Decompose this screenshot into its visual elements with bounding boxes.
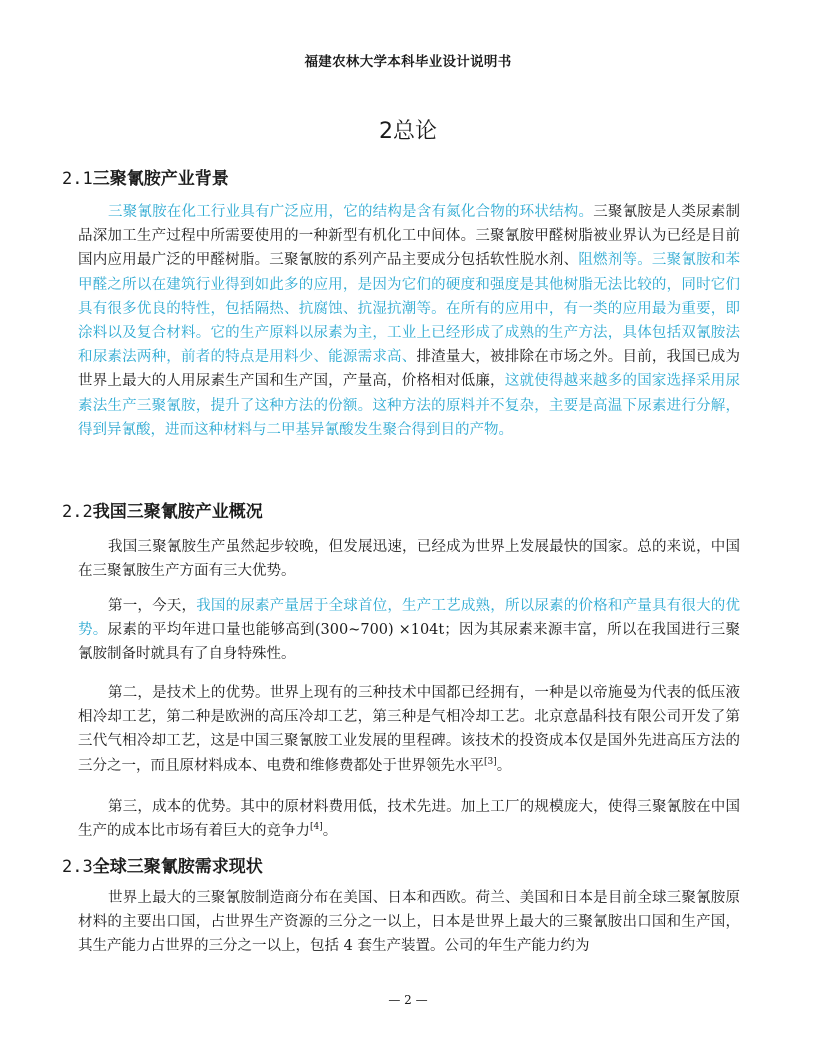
- highlighted-text: 我国的尿素产量居于全球首位，生产工艺成熟，所以尿素的价格和产量具有很大的优势。: [78, 598, 741, 639]
- text-run: 排渣量大，被排除在市场之外。目前，我国已成为世界上最大的人用尿素生产国和生产国，产量高，价格相对低廉，: [78, 349, 741, 390]
- section-number: 2.1: [62, 169, 93, 189]
- section-heading-2-2: [62, 497, 263, 522]
- section-title: 全球三聚氰胺需求现状: [92, 857, 263, 877]
- paragraph: [78, 535, 740, 583]
- paragraph: [78, 594, 740, 667]
- text-run: 第三，成本的优势。其中的原材料费用低，技术先进。加上工厂的规模庞大，使得三聚氰胺在中国生产的成本比市场有着巨大的竞争力: [78, 799, 740, 840]
- section-heading-2-1: [62, 164, 229, 189]
- text-run: 尿素的平均年进口量也能够高到(300~700) ×104t；因为其尿素来源丰富，所以在我国进行三聚氰胺制备时就具有了自身特殊性。: [78, 622, 740, 663]
- citation-ref: [3]: [484, 756, 497, 767]
- text-run: 。: [496, 757, 512, 774]
- paragraph: [78, 886, 740, 959]
- text-run: 三聚氰胺是人类尿素制品深加工生产过程中所需要使用的一种新型有机化工中间体。三聚氰胺甲醛树脂被业界认为已经是目前国内应用最广泛的甲醛树脂。三聚氰胺的系列产品主要成分包括软性脱水剂、: [78, 204, 741, 269]
- section-number: 2.2: [62, 502, 93, 522]
- paragraph: [78, 681, 740, 778]
- page-number: — 2 —: [388, 993, 428, 1007]
- highlighted-text: 阻燃剂等。三聚氰胺和苯甲醛之所以在建筑行业得到如此多的应用，是因为它们的硬度和强度是其他树脂无法比较的，同时它们具有很多优良的特性，包括隔热、抗腐蚀、抗湿抗潮等。在所有的应用中，有一类的应用最为重要，即涂料以及复合材料。它的生产原料以尿素为主，工业上已经形成了成熟的生产方法，具体包括双氰胺法和尿素法两种，前者的特点是用料少、能源需求高、: [78, 252, 741, 366]
- citation-ref: [4]: [310, 822, 323, 833]
- section-number: 2.3: [62, 857, 93, 877]
- section-heading-2-3: [62, 852, 263, 877]
- running-header: 福建农林大学本科毕业设计说明书: [304, 54, 512, 70]
- highlighted-text: 这就使得越来越多的国家选择采用尿素法生产三聚氰胺，提升了这种方法的份额。这种方法的原料并不复杂，主要是高温下尿素进行分解，得到异氰酸，进而这种材料与二甲基异氰酸发生聚合得到目的产物。: [78, 373, 741, 438]
- highlighted-text: 三聚氰胺在化工行业具有广泛应用，它的结构是含有氮化合物的环状结构。: [108, 204, 594, 220]
- text-run: 。: [322, 823, 338, 840]
- text-run: 我国三聚氰胺生产虽然起步较晚，但发展迅速，已经成为世界上发展最快的国家。总的来说，中国在三聚氰胺生产方面有三大优势。: [78, 539, 740, 580]
- section-title: 我国三聚氰胺产业概况: [92, 502, 263, 522]
- paragraph: [78, 795, 740, 843]
- text-run: 世界上最大的三聚氰胺制造商分布在美国、日本和西欧。荷兰、美国和日本是目前全球三聚氰胺原材料的主要出口国，占世界生产资源的三分之一以上，日本是世界上最大的三聚氰胺出口国和生产国，其生产能力占世界的三分之一以上，包括 4 套生产装置。公司的年生产能力约为: [78, 890, 740, 955]
- paragraph: [78, 200, 740, 442]
- chapter-title: 2总论: [379, 119, 437, 144]
- text-run: 第一，今天，: [108, 598, 197, 614]
- section-title: 三聚氰胺产业背景: [92, 169, 229, 189]
- text-run: 第二，是技术上的优势。世界上现有的三种技术中国都已经拥有，一种是以帝施曼为代表的低压液相冷却工艺，第二种是欧洲的高压冷却工艺，第三种是气相冷却工艺。北京意晶科技有限公司开发了第三代气相冷却工艺，这是中国三聚氰胺工业发展的里程碑。该技术的投资成本仅是国外先进高压方法的三分之一，而且原材料成本、电费和维修费都处于世界领先水平: [78, 685, 740, 774]
